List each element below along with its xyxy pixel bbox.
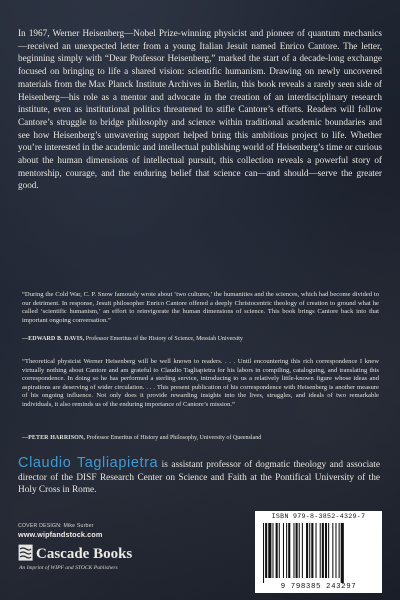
barcode-bar (263, 523, 264, 583)
author-bio (18, 457, 380, 497)
barcode-bar (322, 523, 324, 578)
endorser-affiliation: Professor Emeritus of History and Philosophy, University of Queensland (84, 435, 262, 441)
barcode-bar (276, 523, 278, 578)
barcode-bar (272, 523, 273, 578)
publisher-logo (18, 543, 158, 573)
barcode-bar (283, 523, 284, 578)
endorser-name: —PETER HARRISON, (22, 435, 85, 441)
barcode-bar (341, 523, 344, 583)
endorser-name: —EDWARD B. DAVIS, (22, 336, 85, 342)
barcode-bar (316, 523, 317, 578)
publisher-name: Cascade Books (36, 546, 133, 562)
endorsement-quote: “During the Cold War, C. P. Snow famously wrote about ‘two cultures,’ the humanities and the sciences, which had become divided to our detriment. In response, Jesuit philosopher Enrico Cantore offered a deeply Christocentric theology of creation to ground what he called ‘scientific humanism,’ an effort to reinvigorate the human dimensions of science. This book brings Cantore back into that important ongoing conversation.” (22, 291, 379, 324)
book-description: In 1967, Werner Heisenberg—Nobel Prize-winning physicist and pioneer of quantum mechanics—received an unexpected letter from a young Italian Jesuit named Enrico Cantore. The letter, beginning simply with “Dear Professor Heisenberg,” marked the start of a decade-long exchange focused on bringing to life a shared vision: scientific humanism. Drawing on newly uncovered materials from the Max Planck Institute Archives in Berlin, this book reveals a rarely seen side of Heisenberg—his role as a mentor and advocate in the creation of an interdisciplinary research institute, even as institutional politics threatened to stifle Cantore’s efforts. Readers will follow Cantore’s struggle to bridge philosophy and science within traditional academic boundaries and see how Heisenberg’s unwavering support helped bring this ambitious project to life. Whether you’re interested in the academic and intellectual publishing world of Heisenberg’s time or curious about the human dimensions of intellectual pursuit, this collection reveals a powerful story of mentorship, courage, and the enduring belief that science can—and should—serve the greater good. (18, 28, 382, 191)
barcode-panel (255, 511, 382, 593)
barcode-bar (296, 523, 298, 578)
barcode-bar (299, 523, 300, 578)
barcode-bar (309, 523, 310, 578)
barcode-bar (286, 523, 287, 578)
barcode-bar (328, 523, 329, 578)
barcode-digits: 9 798385 243297 (280, 583, 357, 591)
barcode-bar (332, 523, 333, 578)
endorsement-quote: “Theoretical physicist Werner Heisenberg will be well known to readers. . . . Until encountering this rich correspondence I knew virtually nothing about Cantore and am grateful to Claudio Tagliapietra for his labors in compiling, cataloguing, and translating this correspondence. In doing so he has performed a sterling service, introducing to us a relatively little-known figure whose ideas and aspirations are deserving of wider circulation. . . . This present publication of his correspondence with Heisenberg is another measure of his ongoing influence. Not only does it provide rewarding insights into the lives, struggles, and ideals of two remarkable individuals, it also reminds us of the enduring importance of Cantore’s mission.” (22, 358, 379, 408)
barcode-bar (306, 523, 308, 578)
barcode-bar (335, 523, 336, 578)
endorser-affiliation: Professor Emeritus of the History of Science, Messiah University (84, 336, 243, 342)
author-bio-text: is assistant professor of dogmatic theology and associate director of the DISF Research Center on Science and Faith at the Pontifical University of the Holy Cross in Rome. (18, 460, 380, 496)
publisher-url[interactable]: www.wipfandstock.com (18, 530, 103, 539)
barcode-bar (268, 523, 271, 578)
barcode-bar (339, 523, 340, 578)
cascade-waves-icon (19, 545, 33, 561)
cover-design-credit: COVER DESIGN: Mike Surber (18, 523, 94, 529)
barcode-bar (311, 523, 313, 578)
barcode-bar (320, 523, 321, 578)
author-name: Claudio Tagliapietra (18, 455, 159, 471)
barcode-bar (325, 523, 327, 578)
endorsement-attribution (22, 335, 379, 343)
barcode (261, 523, 376, 583)
barcode-bar (302, 523, 303, 578)
barcode-bar (293, 523, 294, 578)
endorsement-attribution (22, 434, 379, 442)
barcode-bar (279, 523, 280, 578)
publisher-tagline: An Imprint of WIPF and STOCK Publishers (19, 565, 118, 571)
barcode-bar (265, 523, 267, 578)
barcode-bar (288, 523, 290, 578)
isbn-label: ISBN 979-8-3852-4329-7 (271, 513, 366, 520)
